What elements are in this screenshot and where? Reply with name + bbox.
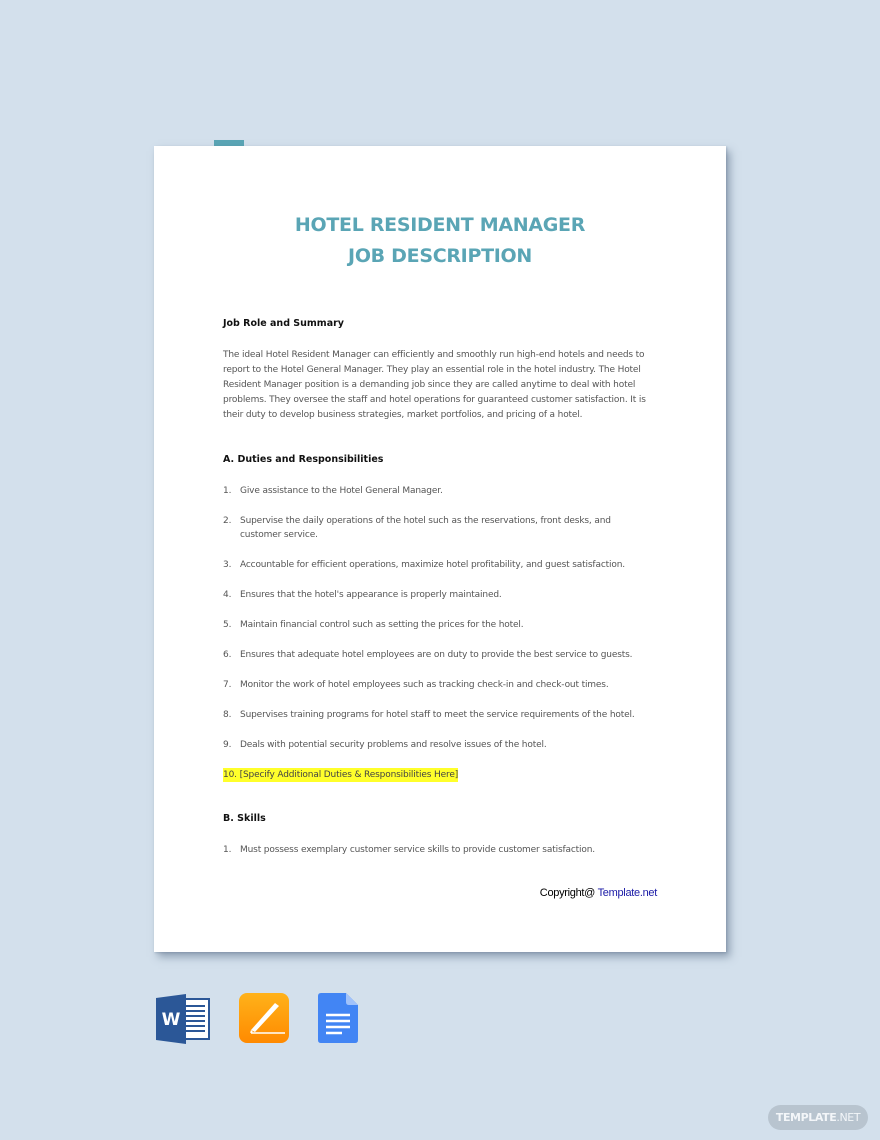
list-item [223, 588, 653, 602]
google-docs-icon[interactable] [318, 993, 358, 1048]
list-item-placeholder [223, 768, 653, 782]
copyright-link[interactable]: Template.net [597, 887, 657, 899]
item-number: 9. [223, 740, 232, 750]
watermark-bold: TEMPLATE [775, 1111, 837, 1124]
item-number: 2. [223, 516, 232, 526]
pages-icon[interactable] [239, 993, 289, 1048]
item-number: 7. [223, 680, 232, 690]
list-item [223, 618, 653, 632]
summary-line: The ideal Hotel Resident Manager can efficiently and smoothly run high-end hotels and needs to [223, 350, 645, 360]
word-icon[interactable] [156, 994, 210, 1049]
list-item [223, 514, 653, 542]
template-net-watermark [768, 1105, 868, 1130]
summary-line: Resident Manager position is a demanding job since they are called anytime to deal with hotel [223, 380, 636, 390]
item-text: Deals with potential security problems and resolve issues of the hotel. [240, 740, 547, 750]
item-text: Ensures that adequate hotel employees are on duty to provide the best service to guests. [240, 650, 633, 660]
list-item [223, 484, 653, 498]
item-number: 5. [223, 620, 232, 630]
item-text: Supervise the daily operations of the hotel such as the reservations, front desks, and customer service. [240, 516, 611, 540]
highlighted-placeholder [223, 768, 458, 782]
item-number: 8. [223, 710, 232, 720]
item-number: 10. [223, 770, 237, 780]
list-item [223, 843, 653, 857]
svg-text:W: W [161, 1010, 181, 1030]
item-number: 1. [223, 845, 232, 855]
title-line-1: HOTEL RESIDENT MANAGER [294, 214, 586, 236]
item-number: 1. [223, 486, 232, 496]
list-item [223, 648, 653, 662]
list-item [223, 708, 653, 722]
summary-line: report to the Hotel General Manager. They play an essential role in the hotel industry. The Hotel [223, 365, 641, 375]
list-item [223, 558, 653, 572]
summary-line: problems. They oversee the staff and hotel operations for guaranteed customer satisfaction. It is [223, 395, 646, 405]
document-title [154, 210, 726, 272]
summary-heading: Job Role and Summary [223, 318, 344, 329]
copyright-notice [540, 887, 657, 899]
document-page [154, 146, 726, 952]
duties-list [223, 484, 653, 782]
copyright-prefix: Copyright@ [539, 887, 598, 899]
skills-heading: B. Skills [223, 813, 266, 824]
summary-paragraph [223, 348, 653, 423]
item-text: Maintain financial control such as setting the prices for the hotel. [240, 620, 524, 630]
watermark-thin: .NET [836, 1111, 861, 1124]
item-text: Give assistance to the Hotel General Manager. [240, 486, 443, 496]
item-text: Monitor the work of hotel employees such as tracking check-in and check-out times. [240, 680, 609, 690]
item-number: 3. [223, 560, 232, 570]
list-item [223, 678, 653, 692]
item-text: Supervises training programs for hotel staff to meet the service requirements of the hotel. [240, 710, 635, 720]
summary-line: their duty to develop business strategies, market portfolios, and pricing of a hotel. [223, 410, 583, 420]
title-line-2: JOB DESCRIPTION [348, 245, 532, 267]
item-text: Ensures that the hotel's appearance is properly maintained. [240, 590, 502, 600]
duties-heading: A. Duties and Responsibilities [223, 454, 384, 465]
item-number: 6. [223, 650, 232, 660]
item-text: Accountable for efficient operations, maximize hotel profitability, and guest satisfaction. [240, 560, 625, 570]
item-number: 4. [223, 590, 232, 600]
skills-list [223, 843, 653, 857]
item-text: [Specify Additional Duties & Responsibilities Here] [239, 770, 459, 780]
list-item [223, 738, 653, 752]
item-text: Must possess exemplary customer service skills to provide customer satisfaction. [240, 845, 596, 855]
document-body [223, 318, 653, 857]
